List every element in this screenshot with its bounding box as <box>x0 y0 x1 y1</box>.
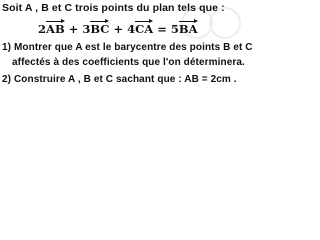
coef-2: 3 <box>82 22 91 36</box>
plus-sign-2: + <box>109 22 128 36</box>
vector-ab: AB <box>46 22 65 36</box>
plus-sign-1: + <box>64 22 83 36</box>
coef-1: 2 <box>38 22 47 36</box>
question-2: 2) Construire A , B et C sachant que : AB = 2cm . <box>2 74 237 85</box>
equals-sign: = <box>153 22 171 36</box>
question-1-line-2: affectés à des coefficients que l'on déterminera. <box>12 57 245 68</box>
vector-ca: CA <box>135 22 154 36</box>
coef-3: 4 <box>127 22 136 36</box>
vector-ba: BA <box>178 22 198 36</box>
vector-equation <box>38 20 198 36</box>
coef-4: 5 <box>170 22 179 36</box>
exercise-intro: Soit A , B et C trois points du plan tels que : <box>2 2 225 14</box>
question-1-line-1: 1) Montrer que A est le barycentre des points B et C <box>2 42 253 53</box>
vector-bc: BC <box>90 22 110 36</box>
document-page <box>0 0 253 90</box>
